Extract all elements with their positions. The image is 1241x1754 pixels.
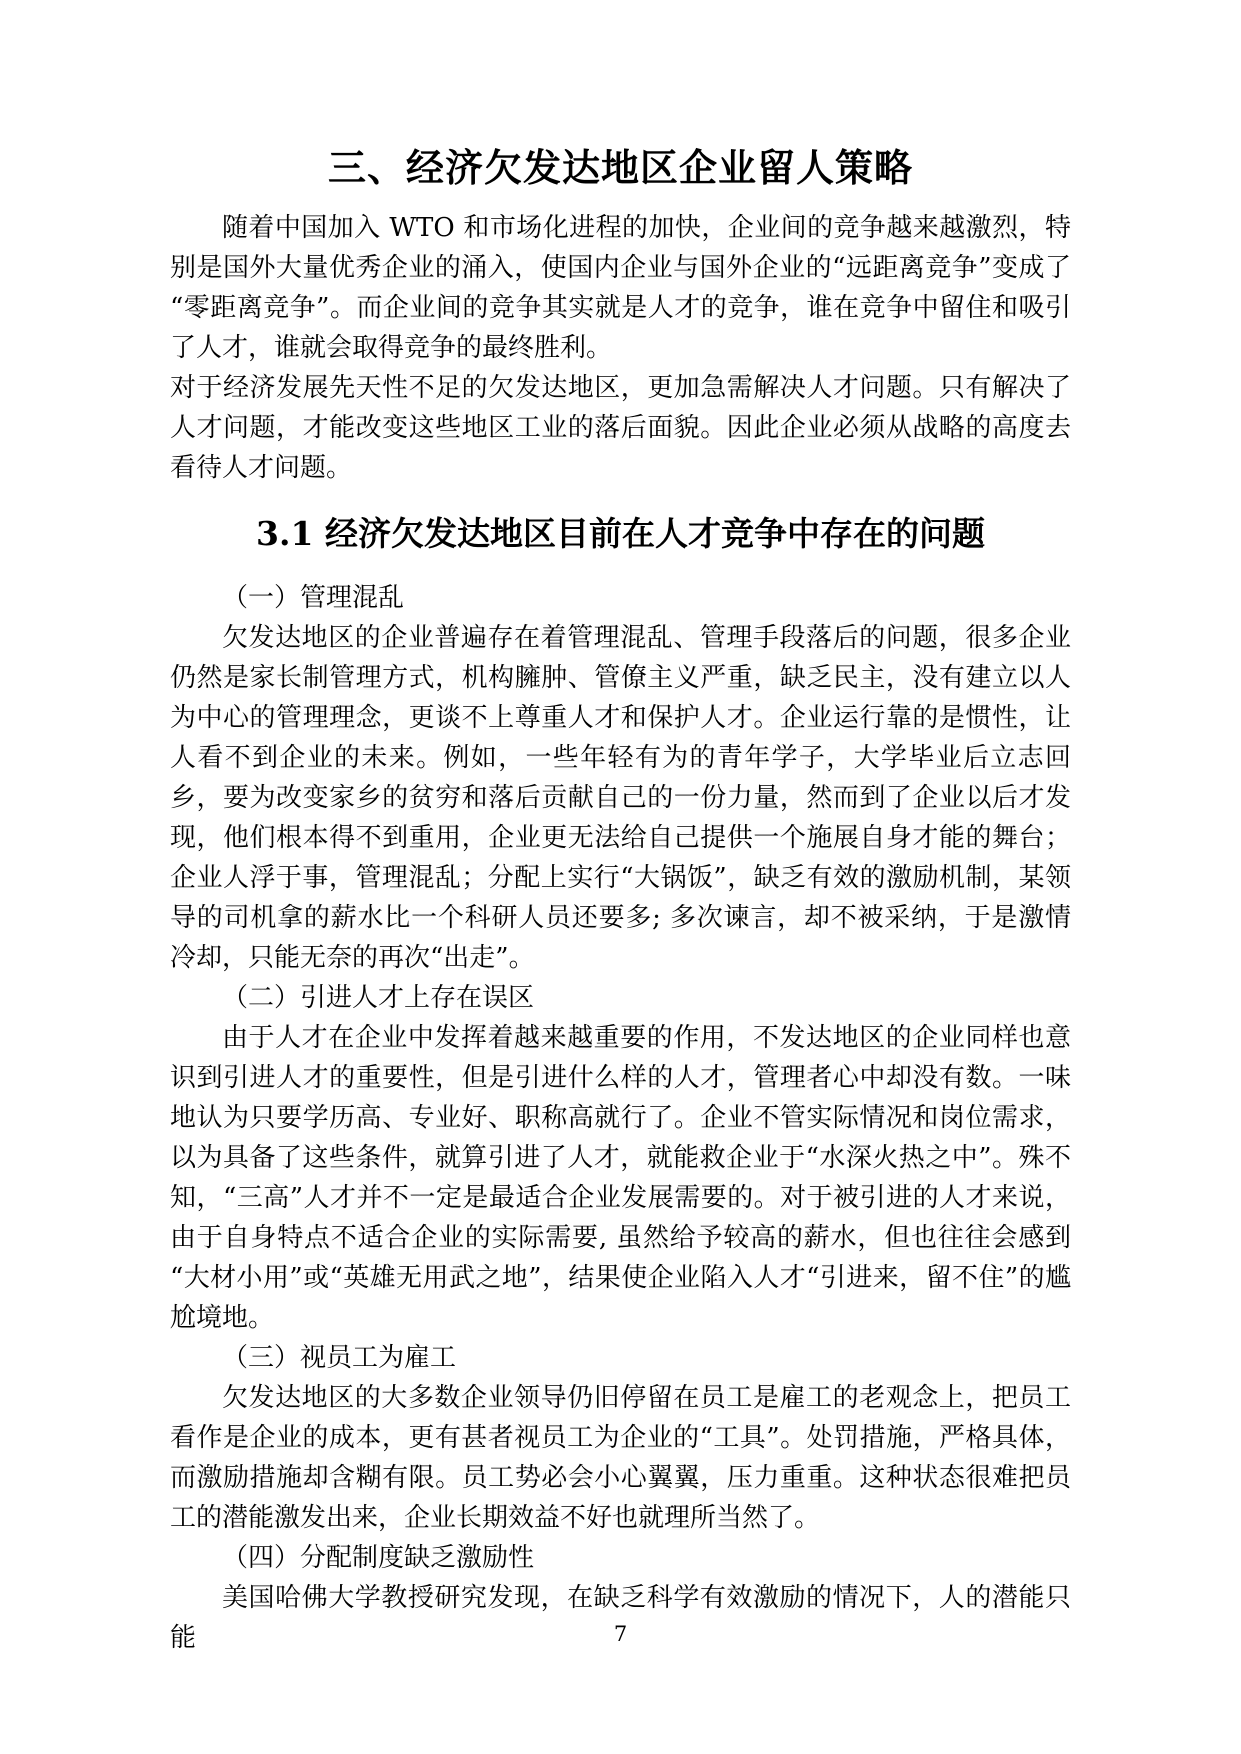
item-4-heading: （四）分配制度缺乏激励性 xyxy=(222,1543,535,1573)
intro-paragraph-1: 随着中国加入 WTO 和市场化进程的加快，企业间的竞争越来越激烈，特别是国外大量优秀企业的涌入，使国内企业与国外企业的“远距离竞争”变成了“零距离竞争”。而企业间的竞争其实就是人才的竞争，谁在竞争中留住和吸引了人才，谁就会取得竞争的最终胜利。 xyxy=(170,213,1071,363)
item-3-heading: （三）视员工为雇工 xyxy=(222,1343,457,1373)
item-2-heading: （二）引进人才上存在误区 xyxy=(222,983,535,1013)
item-2-body: 由于人才在企业中发挥着越来越重要的作用，不发达地区的企业同样也意识到引进人才的重要性，但是引进什么样的人才，管理者心中却没有数。一味地认为只要学历高、专业好、职称高就行了。企业不管实际情况和岗位需求，以为具备了这些条件，就算引进了人才，就能救企业于“水深火热之中”。殊不知，“三高”人才并不一定是最适合企业发展需要的。对于被引进的人才来说，由于自身特点不适合企业的实际需要, 虽然给予较高的薪水，但也往往会感到“大材小用”或“英雄无用武之地”，结果使企业陷入人才“引进来，留不住”的尴尬境地。 xyxy=(170,1023,1071,1333)
item-3-body: 欠发达地区的大多数企业领导仍旧停留在员工是雇工的老观念上，把员工看作是企业的成本，更有甚者视员工为企业的“工具”。处罚措施，严格具体，而激励措施却含糊有限。员工势必会小心翼翼，压力重重。这种状态很难把员工的潜能激发出来，企业长期效益不好也就理所当然了。 xyxy=(170,1383,1071,1533)
section-heading: 3.1 经济欠发达地区目前在人才竞争中存在的问题 xyxy=(256,514,985,553)
item-1-body: 欠发达地区的企业普遍存在着管理混乱、管理手段落后的问题，很多企业仍然是家长制管理方式，机构臃肿、管僚主义严重，缺乏民主，没有建立以人为中心的管理理念，更谈不上尊重人才和保护人才。企业运行靠的是惯性，让人看不到企业的未来。例如，一些年轻有为的青年学子，大学毕业后立志回乡，要为改变家乡的贫穷和落后贡献自己的一份力量，然而到了企业以后才发现，他们根本得不到重用，企业更无法给自己提供一个施展自身才能的舞台；企业人浮于事，管理混乱；分配上实行“大锅饭”，缺乏有效的激励机制，某领导的司机拿的薪水比一个科研人员还要多; 多次谏言，却不被采纳，于是激情冷却，只能无奈的再次“出走”。 xyxy=(170,623,1071,973)
item-4-body: 美国哈佛大学教授研究发现，在缺乏科学有效激励的情况下，人的潜能只能 xyxy=(170,1583,1071,1653)
chapter-title: 三、经济欠发达地区企业留人策略 xyxy=(327,145,913,190)
page-number: 7 xyxy=(613,1622,628,1646)
intro-paragraph-2: 对于经济发展先天性不足的欠发达地区，更加急需解决人才问题。只有解决了人才问题，才能改变这些地区工业的落后面貌。因此企业必须从战略的高度去看待人才问题。 xyxy=(170,373,1071,483)
item-1-heading: （一）管理混乱 xyxy=(222,583,405,613)
